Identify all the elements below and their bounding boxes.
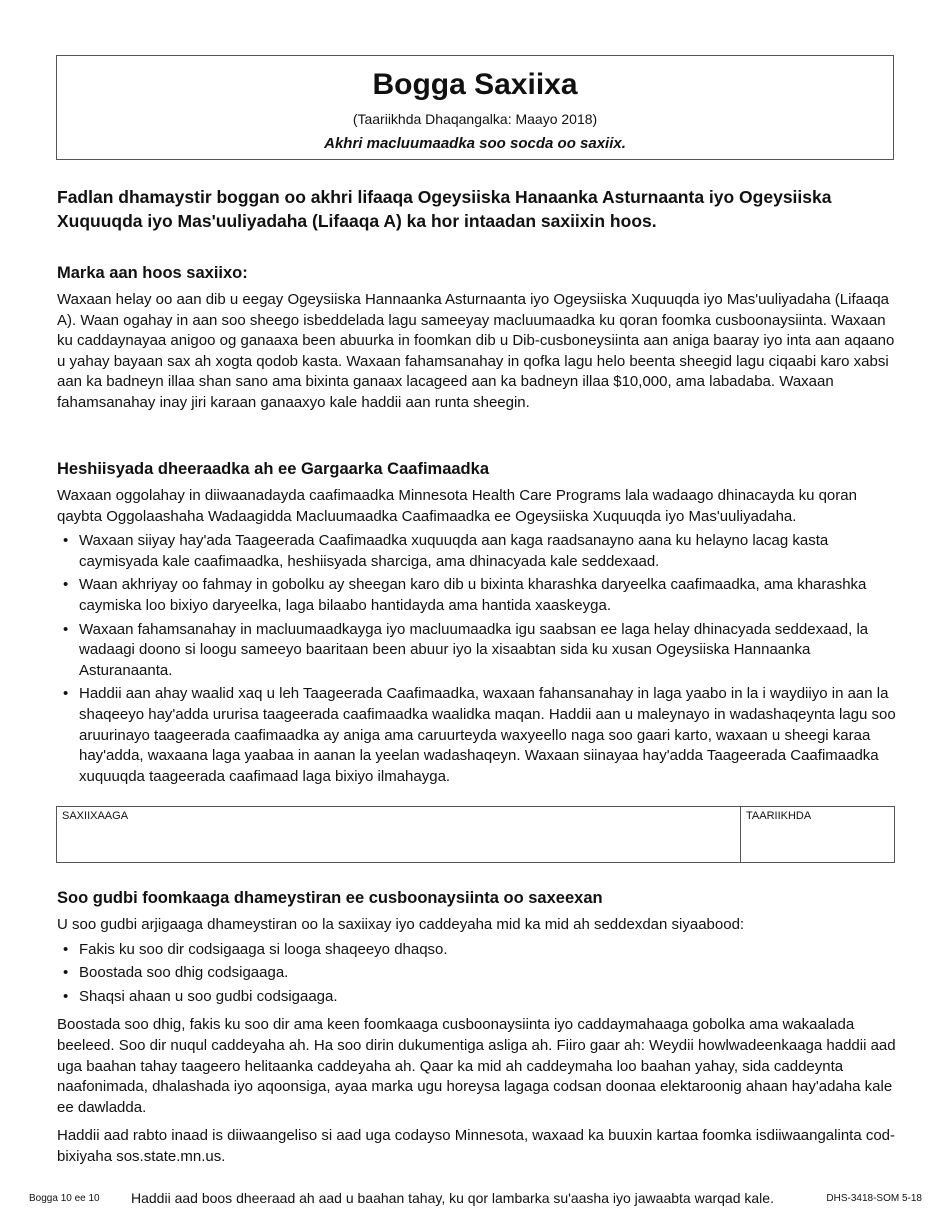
bullet-icon: • bbox=[63, 620, 69, 638]
signing-heading: Marka aan hoos saxiixo: bbox=[57, 264, 248, 282]
footer-note: Haddii aad boos dheeraad ah aad u baahan tahay, ku qor lambarka su'aasha iyo jawaabta warqad kale. bbox=[131, 1190, 774, 1206]
date-field[interactable] bbox=[741, 807, 894, 862]
signing-body: Waxaan helay oo aan dib u eegay Ogeysiiska Hannaanka Asturnaanta iyo Ogeysiiska Xuquuqda iyo Mas'uuliyadaha (Lifaaqa A). Waan ogahay in aan soo sheego isbeddelada lagu sameeyay macluumaadka ku qoran foomka cusboonaysiinta. Waxaan ku caddaynayaa anigoo og ganaaxa been abuurka in foomkan dib u Dib-cusboneysiinta aan aniga baaray iyo inta aan aqaano u yahay bayaan sax ah xogta qodob kasta. Waxaan fahamsanahay in qofka lagu helo beenta sheegid lagu ciqaabi karo xabsi aan ka badneyn illaa shan sano ama bixinta ganaax lacageed aan ka badneyn illaa $10,000, ama labadaba. Waxaan fahamsanahay inay jiri karaan ganaaxyo kale haddii aan runta sheegin. bbox=[57, 291, 895, 411]
bullet-icon: • bbox=[63, 576, 69, 594]
list-item: • Fakis ku soo dir codsigaaga si looga shaqeeyo dhaqso. bbox=[57, 940, 897, 961]
list-item: • Shaqsi ahaan u soo gudbi codsigaaga. bbox=[57, 987, 897, 1008]
bullet-icon: • bbox=[63, 685, 69, 703]
signature-table bbox=[56, 806, 895, 863]
submit-intro: U soo gudbi arjigaaga dhameystiran oo la saxiixay iyo caddeyaha mid ka mid ah seddexdan siyaabood: bbox=[57, 916, 745, 933]
page-title: Bogga Saxiixa bbox=[372, 68, 578, 101]
bullet-icon: • bbox=[63, 532, 69, 550]
submit-list bbox=[57, 940, 897, 1008]
page-footer bbox=[0, 1190, 950, 1212]
form-id: DHS-3418-SOM 5-18 bbox=[826, 1193, 922, 1204]
list-item: • Haddii aan ahay waalid xaq u leh Taageerada Caafimaadka, waxaan fahansanahay in laga yaabo in la i waydiiyo in aan la shaqeeyo hay'adda ururisa taageerada caafimaadka waalidka maqan. Haddii aan u maleynayo in wadashaqeynta lagu soo aruurinayo taageerada caafimaadka ay aniga ama caruurteyda waxyeello naga soo gaari karto, waxaan u sheegi karaa hay'adda, waxaana laga yaabaa in aanan la yeelan wadashaqeyn. Waxaan siinayaa hay'adda Taageerada Caafimaadka xuquuqda taageerada caafimaad laga bixiyo ilmahayga. bbox=[63, 685, 896, 785]
title-box bbox=[56, 55, 894, 160]
agreements-heading: Heshiisyada dheeraadka ah ee Gargaarka Caafimaadka bbox=[57, 460, 489, 478]
submit-section bbox=[57, 887, 897, 1176]
agreements-intro: Waxaan oggolahay in diiwaanadayda caafimaadka Minnesota Health Care Programs lala wadaago dhinacayda ku qoran qaybta Oggolaashaha Wadaagidda Macluumaadka Caafimaadka ee Ogeysiiska Xuquuqda iyo Mas'uuliyadaha. bbox=[57, 487, 857, 525]
agreements-list bbox=[57, 531, 897, 787]
bullet-icon: • bbox=[63, 987, 69, 1005]
instruction-text: Akhri macluumaadka soo socda oo saxiix. bbox=[324, 135, 626, 152]
list-item: • Waxaan fahamsanahay in macluumaadkayga iyo macluumaadka igu saabsan ee laga helay dhinacyada seddexaad, la wadaagi doono si loogu sameeyo baaritaan been abuur iyo la xisaabtan sida ku xusan Ogeysiiska Hannaanka Asturanaanta. bbox=[63, 620, 869, 679]
list-item: • Boostada soo dhig codsigaaga. bbox=[57, 963, 897, 984]
agreements-section bbox=[57, 458, 897, 790]
bullet-icon: • bbox=[63, 940, 69, 958]
bullet-icon: • bbox=[63, 964, 69, 982]
signing-section bbox=[57, 262, 897, 422]
signature-field[interactable] bbox=[57, 807, 741, 862]
intro-text: Fadlan dhamaystir boggan oo akhri lifaaqa Ogeysiiska Hanaanka Asturnaanta iyo Ogeysiiska Xuquuqda iyo Mas'uuliyadaha (Lifaaqa A) ka hor intaadan saxiixin hoos. bbox=[57, 187, 832, 231]
list-item: • Waan akhriyay oo fahmay in gobolku ay sheegan karo dib u bixinta kharashka daryeelka caafimaadka, ama kharashka caymiska loo bixiyo daryeelka, laga bilaabo hantidayda ama hantida xaaskeyga. bbox=[63, 576, 867, 614]
submit-heading: Soo gudbi foomkaaga dhameystiran ee cusboonaysiinta oo saxeexan bbox=[57, 889, 603, 907]
signature-label: SAXIIXAAGA bbox=[62, 810, 129, 822]
list-item: • Waxaan siiyay hay'ada Taageerada Caafimaadka xuquuqda aan kaga raadsanayno aana ku helayno lacag kasta caymisyada kale caafimaadka, heshiisyada sharciga, ama dhinacyada kale seddexaad. bbox=[63, 532, 829, 570]
date-label: TAARIIKHDA bbox=[746, 810, 812, 822]
revision-date: (Taariikhda Dhaqangalka: Maayo 2018) bbox=[352, 111, 598, 127]
submit-paragraph-1: Boostada soo dhig, fakis ku soo dir ama keen foomkaaga cusboonaysiinta iyo caddaymahaaga gobolka ama wakaalada beeleed. Soo dir nuqul caddeyaha ah. Ha soo dirin dukumentiga asliga ah. Fiiro gaar ah: Weydii howlwadeenkaaga haddii aad uga baahan tahay taageero helitaanka caddeyaha ah. Qaar ka mid ah caddeymaha loo baahan yahay, sida caddeynta naafonimada, dhalashada iyo aqoonsiga, ayaa marka ugu horeysa lagaga codsan doonaa elektaroonig ahaan hay'adaha kale ee dawladda. bbox=[57, 1016, 896, 1116]
page-number: Bogga 10 ee 10 bbox=[29, 1193, 100, 1204]
submit-paragraph-2: Haddii aad rabto inaad is diiwaangeliso si aad uga codayso Minnesota, waxaad ka buuxin kartaa foomka isdiiwaangalinta cod-bixiyaha sos.state.mn.us. bbox=[57, 1127, 896, 1165]
